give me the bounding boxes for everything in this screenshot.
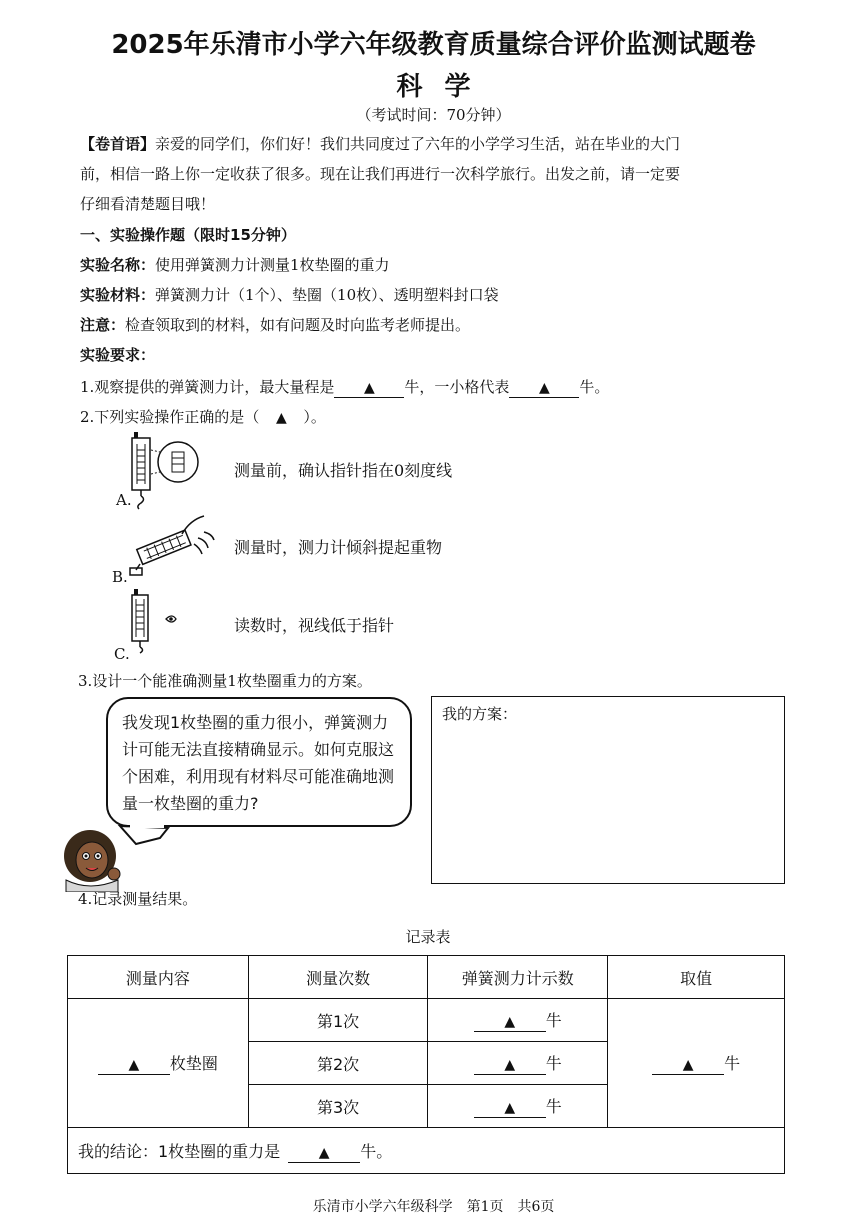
reading-cell-3 <box>428 1085 608 1128</box>
plan-answer-box[interactable] <box>431 696 785 884</box>
reading-blank-2[interactable] <box>474 1055 546 1075</box>
answer-triangle-icon: ▲ <box>682 1057 694 1073</box>
option-c-text: 读数时，视线低于指针 <box>234 616 395 635</box>
exam-time: （考试时间：70分钟） <box>356 106 511 124</box>
requirements-label: 实验要求： <box>80 346 156 364</box>
question-3: 3.设计一个能准确测量1枚垫圈重力的方案。 <box>78 672 372 690</box>
content-cell <box>68 999 249 1128</box>
header-value: 取值 <box>608 956 785 999</box>
option-b-letter: B. <box>112 568 128 586</box>
preface-lead: 【卷首语】 <box>80 135 156 153</box>
reading-blank-1[interactable] <box>474 1012 546 1032</box>
value-cell <box>608 999 785 1128</box>
option-c-letter: C. <box>114 645 130 663</box>
question-2 <box>80 406 326 429</box>
q2-close: ）。 <box>303 408 326 426</box>
value-unit: 牛 <box>724 1054 741 1073</box>
answer-triangle-icon: ▲ <box>504 1057 516 1073</box>
q1-answer-blank-2[interactable] <box>509 378 579 398</box>
tilted-spring-scale-hand-icon <box>112 512 222 576</box>
plan-label: 我的方案： <box>442 705 518 723</box>
experiment-name-label: 实验名称： <box>80 256 156 274</box>
note-label: 注意： <box>80 316 126 334</box>
option-b-text: 测量时，测力计倾斜提起重物 <box>234 538 443 557</box>
materials-label: 实验材料： <box>80 286 156 304</box>
answer-triangle-icon: ▲ <box>275 410 287 426</box>
answer-triangle-icon: ▲ <box>538 380 550 396</box>
experiment-name-value: 使用弹簧测力计测量1枚垫圈的重力 <box>155 256 390 274</box>
answer-triangle-icon: ▲ <box>318 1144 330 1161</box>
preface-line-3: 仔细看清楚题目哦！ <box>80 195 216 213</box>
materials-value: 弹簧测力计（1个）、垫圈（10枚）、透明塑料封口袋 <box>155 286 499 304</box>
conclusion-suffix: 牛。 <box>360 1141 393 1161</box>
option-a-text: 测量前，确认指针指在0刻度线 <box>234 461 453 480</box>
reading-blank-3[interactable] <box>474 1098 546 1118</box>
speech-bubble: 我发现1枚垫圈的重力很小，弹簧测力计可能无法直接精确显示。如何克服这个困难，利用现有材料尽可能准确地测量一枚垫圈的重力? <box>106 697 412 827</box>
conclusion-cell <box>68 1128 785 1174</box>
table-header-row <box>68 956 785 999</box>
exam-title: 2025年乐清市小学六年级教育质量综合评价监测试题卷 <box>111 30 756 60</box>
q2-answer-blank[interactable] <box>259 406 303 429</box>
reading-unit: 牛 <box>545 1097 562 1116</box>
preface-line-1: 亲爱的同学们，你们好！我们共同度过了六年的小学学习生活，站在毕业的大门 <box>155 135 681 153</box>
trial-2: 第2次 <box>248 1042 428 1085</box>
answer-triangle-icon: ▲ <box>363 380 375 396</box>
table-title: 记录表 <box>405 928 451 946</box>
question-1 <box>80 376 609 398</box>
record-table <box>67 955 785 1174</box>
conclusion-blank[interactable] <box>288 1143 360 1163</box>
content-suffix: 枚垫圈 <box>169 1054 218 1073</box>
content-count-blank[interactable] <box>98 1055 170 1075</box>
q2-stem: 2.下列实验操作正确的是（ <box>80 408 260 426</box>
q1-part-3: 牛。 <box>579 378 610 396</box>
q1-part-2: 牛，一小格代表 <box>404 378 510 396</box>
experiment-materials <box>80 284 499 306</box>
q1-part-1: 1.观察提供的弹簧测力计，最大量程是 <box>80 378 335 396</box>
header-trials: 测量次数 <box>248 956 428 999</box>
answer-triangle-icon: ▲ <box>128 1057 140 1073</box>
student-cartoon-icon <box>60 812 170 892</box>
header-reading: 弹簧测力计示数 <box>428 956 608 999</box>
experiment-note <box>80 314 470 336</box>
table-row <box>68 999 785 1042</box>
header-content: 测量内容 <box>68 956 249 999</box>
question-4: 4.记录测量结果。 <box>78 890 198 908</box>
experiment-name <box>80 254 390 276</box>
answer-triangle-icon: ▲ <box>504 1100 516 1116</box>
reading-cell-1 <box>428 999 608 1042</box>
value-blank[interactable] <box>652 1055 724 1075</box>
spring-scale-eye-icon <box>124 587 194 657</box>
subject-title: 科学 <box>396 72 493 102</box>
note-value: 检查领取到的材料，如有问题及时向监考老师提出。 <box>125 316 471 334</box>
section-heading: 一、实验操作题（限时15分钟） <box>80 226 296 244</box>
preface-line-2: 前，相信一路上你一定收获了很多。现在让我们再进行一次科学旅行。出发之前，请一定要 <box>80 165 681 183</box>
q1-answer-blank-1[interactable] <box>334 378 404 398</box>
page-footer: 乐清市小学六年级科学 第1页 共6页 <box>312 1199 555 1215</box>
trial-1: 第1次 <box>248 999 428 1042</box>
conclusion-prefix: 我的结论：1枚垫圈的重力是 <box>78 1141 281 1161</box>
trial-3: 第3次 <box>248 1085 428 1128</box>
reading-cell-2 <box>428 1042 608 1085</box>
reading-unit: 牛 <box>545 1054 562 1073</box>
conclusion-row <box>68 1128 785 1174</box>
reading-unit: 牛 <box>545 1011 562 1030</box>
option-a-letter: A. <box>116 491 132 509</box>
answer-triangle-icon: ▲ <box>504 1014 516 1030</box>
preface <box>80 129 780 219</box>
